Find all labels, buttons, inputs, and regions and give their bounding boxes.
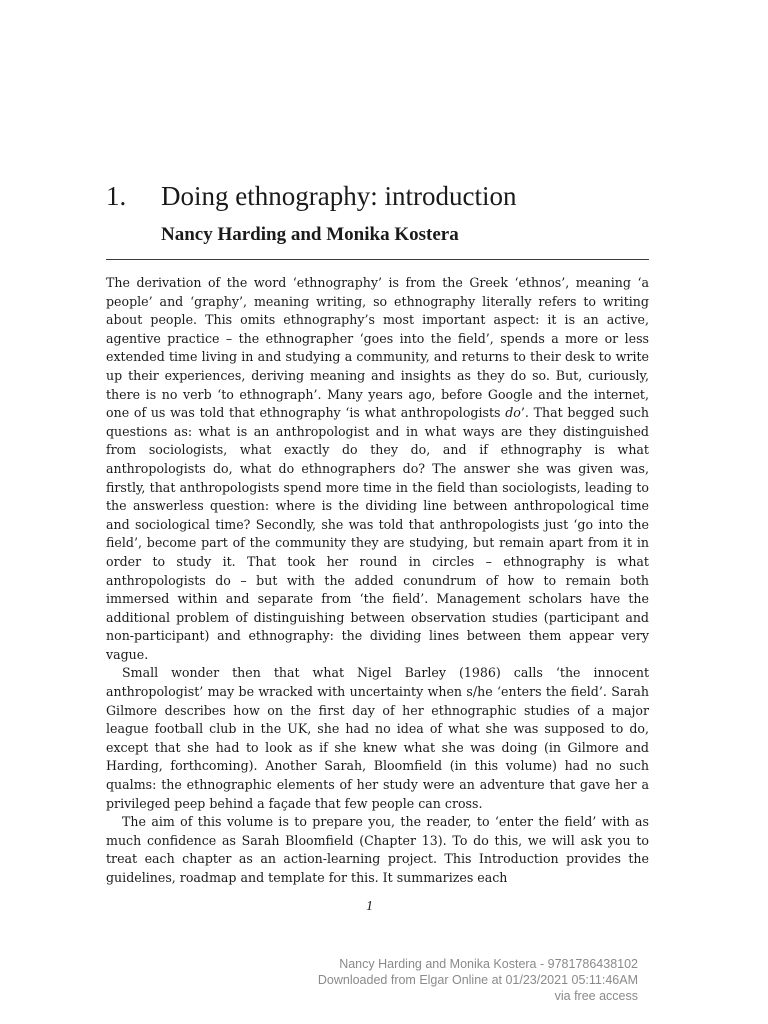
body-paragraph-2: Small wonder then that what Nigel Barley (1986) calls ‘the innocent anthropologist’ may be wracked with uncertainty when s/he ‘enters the field’. Sarah Gilmore describes how on the first day of her ethnographic studies of a major league football club in the UK, she had no idea of what she was supposed to do, except that she had to look as if she knew what she was doing (in Gilmore and Harding, forthcoming). Another Sarah, Bloomfield (in this volume) had no such qualms: the ethnographic elements of her study were an adventure that gave her a privileged peep behind a façade that few people can cross. — [106, 665, 649, 811]
chapter-title: Doing ethnography: introduction — [161, 181, 517, 211]
chapter-authors: Nancy Harding and Monika Kostera — [161, 224, 459, 245]
paragraph-1-text-b: ’. That begged such questions as: what is an anthropologist and in what ways are they distinguished from sociologists, what exactly do they do, and if ethnography is what anthropologists do, what do ethnographers do? The answer she was given was, firstly, that anthropologists spend more time in the field than sociologists, leading to the answerless question: where is the dividing line between anthropological time and sociological time? Secondly, she was told that anthropologists just ‘go into the field’, become part of the community they are studying, but remain apart from it in order to study it. That took her round in circles – ethnography is what anthropologists do – but with the added conundrum of how to remain both immersed within and separate from ‘the field’. Management scholars have the additional problem of distinguishing between observation studies (participant and non-participant) and ethnography: the dividing lines between them appear very vague. — [106, 405, 649, 662]
footer-access-info: via free access — [554, 989, 638, 1003]
chapter-number: 1. — [106, 181, 127, 211]
footer-download-info: Downloaded from Elgar Online at 01/23/2021 05:11:46AM — [317, 973, 638, 987]
paragraph-1-emphasis: do — [505, 405, 521, 421]
heading-divider — [106, 259, 649, 260]
paragraph-1-text-a: The derivation of the word ‘ethnography’ is from the Greek ‘ethnos’, meaning ‘a people’ and ‘graphy’, meaning writing, so ethnography literally refers to writing about people. This omits ethnography’s most important aspect: it is an active, agentive practice – the ethnographer ‘goes into the field’, spends a more or less extended time living in and studying a community, and returns to their desk to write up their experiences, deriving meaning and insights as they do so. But, curiously, there is no verb ‘to ethnograph’. Many years ago, before Google and the internet, one of us was told that ethnography ‘is what anthropologists — [106, 275, 649, 421]
chapter-body — [106, 274, 649, 888]
chapter-heading — [106, 178, 666, 214]
download-footer — [318, 956, 638, 1004]
footer-book-info: Nancy Harding and Monika Kostera - 9781786438102 — [339, 957, 638, 971]
body-paragraph-3: The aim of this volume is to prepare you, the reader, to ‘enter the field’ with as much confidence as Sarah Bloomfield (Chapter 13). To do this, we will ask you to treat each chapter as an action-learning project. This Introduction provides the guidelines, roadmap and template for this. It summarizes each — [106, 814, 649, 885]
page-number: 1 — [366, 899, 373, 914]
body-paragraph-1 — [106, 274, 649, 664]
